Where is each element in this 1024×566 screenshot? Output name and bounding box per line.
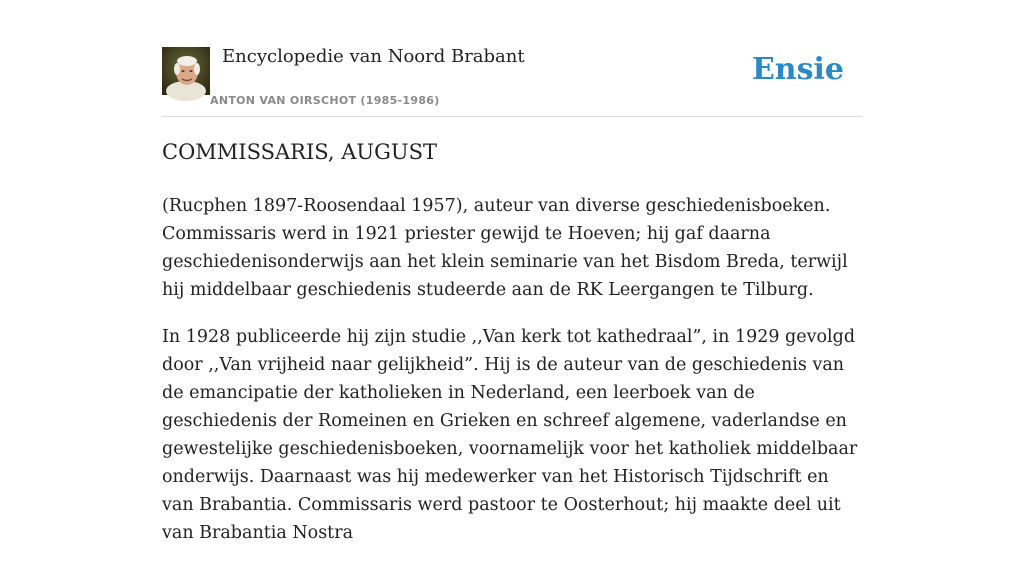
source-subtitle: ANTON VAN OIRSCHOT (1985-1986)	[210, 94, 440, 107]
entry-body	[162, 192, 862, 566]
entry-title: COMMISSARIS, AUGUST	[162, 140, 437, 164]
source-header	[162, 46, 862, 117]
author-avatar[interactable]	[162, 47, 210, 95]
entry-paragraph: In 1928 publiceerde hij zijn studie ,,Van kerk tot kathedraal”, in 1929 gevolgd door ,,Van vrijheid naar gelijkheid”. Hij is de auteur van de geschiedenis van de emancipatie der katholieken in Nederland, een leerboek van de geschiedenis der Romeinen en Grieken en schreef algemene, vaderlandse en gewestelijke geschiedenisboeken, voornamelijk voor het katholiek middelbaar onderwijs. Daarnaast was hij medewerker van het Historisch Tijdschrift en van Brabantia. Commissaris werd pastoor te Oosterhout; hij maakte deel uit van Brabantia Nostra	[162, 327, 858, 543]
portrait-photo-icon	[162, 47, 210, 95]
entry-paragraph: (Rucphen 1897-Roosendaal 1957), auteur van diverse geschiedenisboeken. Commissaris werd in 1921 priester gewijd te Hoeven; hij gaf daarna geschiedenisonderwijs aan het klein seminarie van het Bisdom Breda, terwijl hij middelbaar geschiedenis studeerde aan de RK Leergangen te Tilburg.	[162, 196, 848, 300]
source-title[interactable]: Encyclopedie van Noord Brabant	[222, 46, 525, 67]
ensie-logo[interactable]: Ensie	[751, 52, 844, 87]
